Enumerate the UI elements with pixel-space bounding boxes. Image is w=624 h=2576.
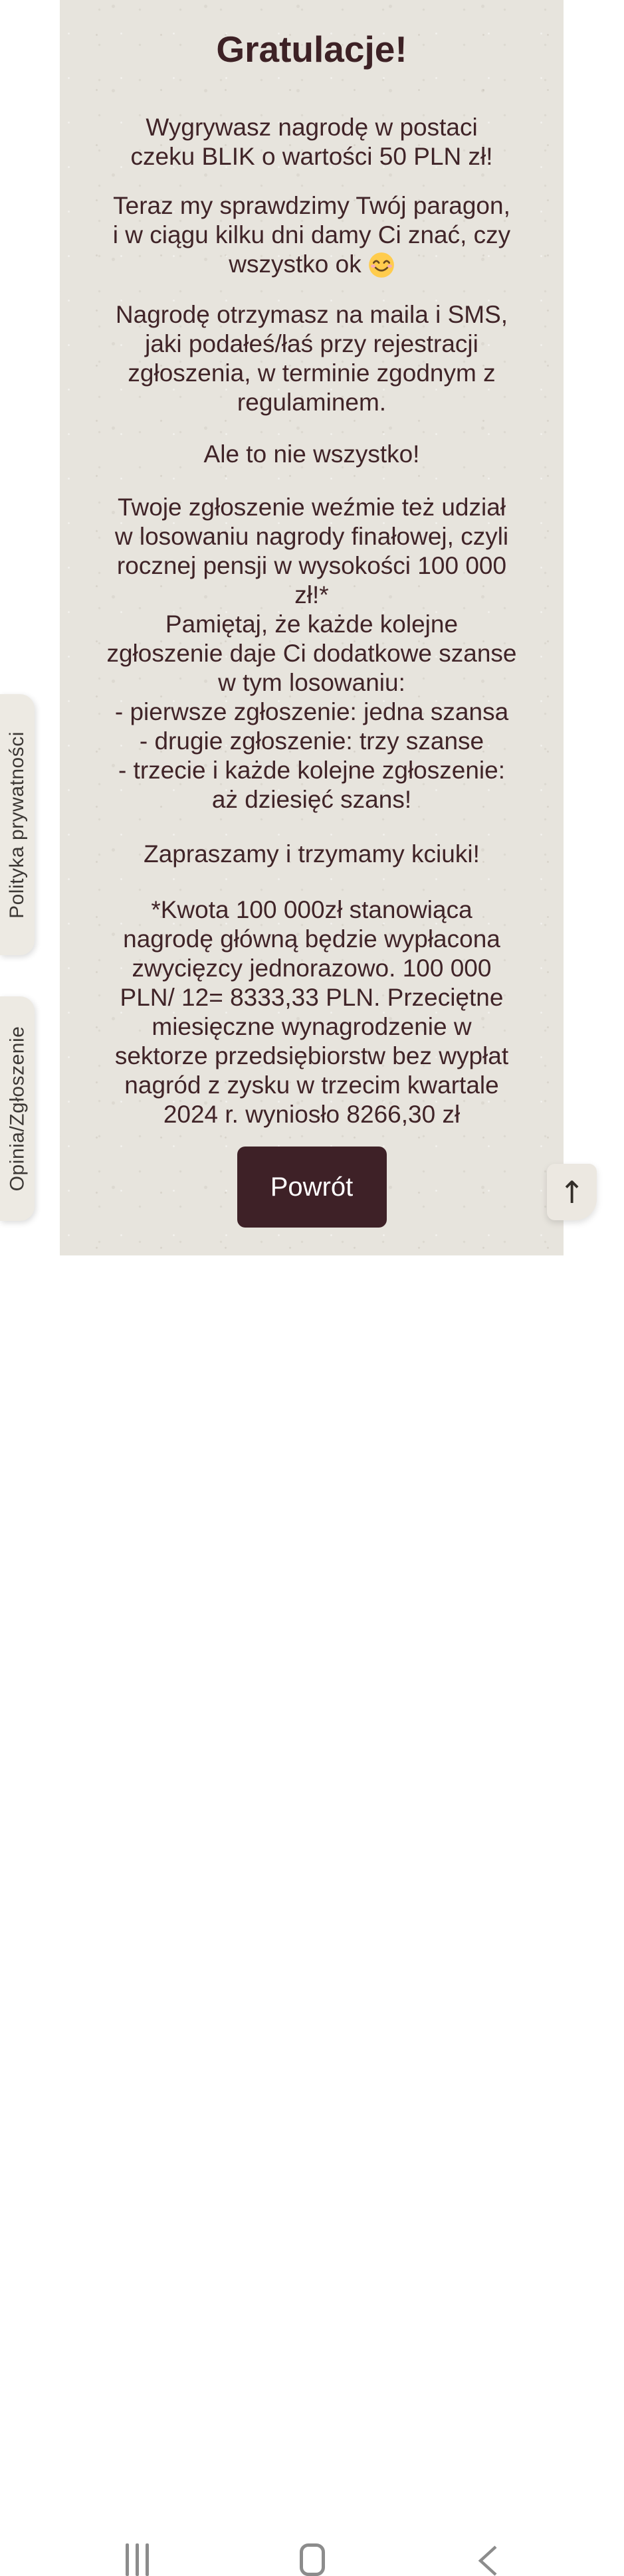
- text-line: *Kwota 100 000zł stanowiąca: [151, 896, 472, 923]
- text-line: [65, 250, 558, 279]
- text-line-label: wszystko ok: [229, 250, 362, 278]
- paragraph-verification: [65, 191, 558, 279]
- text-line: Nagrodę otrzymasz na maila i SMS,: [115, 301, 508, 328]
- text-line: miesięczne wynagrodzenie w: [152, 1013, 472, 1040]
- text-line: - drugie zgłoszenie: trzy szanse: [139, 727, 484, 755]
- text-line: zwycięzcy jednorazowo. 100 000: [132, 955, 492, 982]
- text-line: - pierwsze zgłoszenie: jedna szansa: [114, 698, 509, 725]
- paragraph-delivery: [65, 300, 558, 417]
- paragraph-footnote: [65, 895, 558, 1129]
- text-line: Teraz my sprawdzimy Twój paragon,: [113, 192, 510, 219]
- text-line: Zapraszamy i trzymamy kciuki!: [144, 840, 480, 868]
- text-line: zgłoszenie daje Ci dodatkowe szanse: [106, 640, 517, 667]
- text-line: czeku BLIK o wartości 50 PLN zł!: [130, 143, 493, 170]
- text-line: regulaminem.: [237, 389, 387, 416]
- text-line: i w ciągu kilku dni damy Ci znać, czy: [112, 221, 511, 248]
- feedback-tab[interactable]: [0, 996, 35, 1221]
- paragraph-prize: [65, 113, 558, 171]
- paragraph-good-luck: [65, 840, 558, 869]
- promo-panel: [60, 0, 564, 1255]
- text-line: nagród z zysku w trzecim kwartale: [124, 1071, 499, 1099]
- text-line: zł!*: [294, 581, 329, 608]
- text-line: w tym losowaniu:: [218, 669, 405, 696]
- text-line: zgłoszenia, w terminie zgodnym z: [128, 359, 496, 387]
- text-line: jaki podałeś/łaś przy rejestracji: [145, 330, 478, 357]
- text-line: aż dziesięć szans!: [211, 786, 412, 813]
- powrot-button[interactable]: Powrót: [237, 1147, 387, 1228]
- recents-icon[interactable]: [126, 2543, 149, 2576]
- text-line: - trzecie i każde kolejne zgłoszenie:: [118, 757, 505, 784]
- privacy-policy-tab[interactable]: [0, 694, 35, 955]
- text-line: Ale to nie wszystko!: [203, 440, 420, 468]
- text-line: PLN/ 12= 8333,33 PLN. Przeciętne: [120, 984, 504, 1011]
- text-line: Twoje zgłoszenie weźmie też udział: [117, 494, 506, 521]
- back-icon[interactable]: [478, 2545, 498, 2576]
- home-icon[interactable]: [300, 2543, 325, 2576]
- smiling-emoji-icon: [368, 252, 395, 278]
- android-navbar: [0, 1255, 624, 1329]
- page-title: Gratulacje!: [216, 29, 407, 70]
- scroll-to-top-button[interactable]: [547, 1164, 597, 1220]
- text-line: nagrodę główną będzie wypłacona: [123, 925, 500, 953]
- paragraph-final-draw: [65, 493, 558, 814]
- up-arrow-icon: ↑: [559, 1174, 585, 1210]
- text-line: rocznej pensji w wysokości 100 000: [116, 552, 507, 579]
- privacy-policy-tab-label: Polityka prywatności: [6, 731, 28, 919]
- text-line: 2024 r. wyniosło 8266,30 zł: [163, 1101, 461, 1128]
- text-line: w losowaniu nagrody finałowej, czyli: [114, 523, 509, 550]
- feedback-tab-label: Opinia/Zgłoszenie: [6, 1026, 29, 1192]
- paragraph-more: [65, 440, 558, 469]
- text-line: Wygrywasz nagrodę w postaci: [146, 114, 478, 141]
- text-line: sektorze przedsiębiorstw bez wypłat: [114, 1042, 509, 1069]
- text-line: Pamiętaj, że każde kolejne: [165, 610, 459, 638]
